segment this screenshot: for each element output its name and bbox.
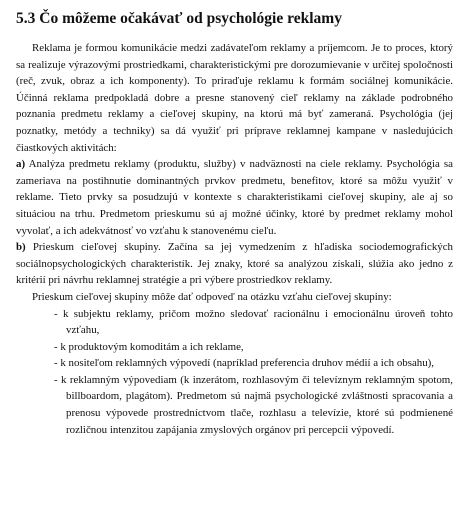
item-b-paragraph bbox=[16, 239, 453, 289]
item-b-text: Prieskum cieľovej skupiny. Začína sa jej vymedzením z hľadiska sociodemografických sociálnopsychologických charakteristík. Jej znaky, ktoré sa analýzou získali, slúžia ako jedno z kritérií pri návrhu reklamnej stratégie a pri výbere prostriedkov reklamy. bbox=[16, 241, 453, 287]
list-item: - k reklamným výpovediam (k inzerátom, rozhlasovým či televíznym reklamným spotom, billboardom, plagátom). Predmetom sú najmä psychologické zvláštnosti spracovania a prenosu výpovede prostredníctvom tlače, rozhlasu a televízie, ktoré sú podmienené rozličnou intenzitou zapájania zmyslových orgánov pri percepcii výpovedí. bbox=[54, 373, 453, 436]
section-title: 5.3 Čo môžeme očakávať od psychológie reklamy bbox=[16, 10, 342, 27]
list-item: - k nositeľom reklamných výpovedí (napríklad preferencia druhov médií a ich obsahu), bbox=[54, 357, 435, 370]
item-a-text: Analýza predmetu reklamy (produktu, služby) v nadväznosti na ciele reklamy. Psychológia sa zameriava na postihnutie dominantných prvkov predmetu, benefitov, ktoré sa môžu využiť v reklame. Tieto prvky sa posudzujú v kontexte s charakteristikami cieľovej skupiny, ale aj so situáciou na trhu. Predmetom prieskumu sú aj možné účinky, ktoré by predmet reklamy mohol vyvolať, a ich adekvátnosť vo vzťahu k stanovenému cieľu. bbox=[16, 158, 453, 237]
intro-paragraph: Reklama je formou komunikácie medzi zadávateľom reklamy a príjemcom. Je to proces, ktorý sa realizuje výrazovými prostriedkami, charakteristickými pre dorozumievanie v určitej spoločnosti (reč, zvuk, obraz a ich komponenty). To priraďuje reklamu k formám sociálnej komunikácie. Účinná reklama predpokladá dobre a presne stanovený cieľ reklamy na základe podrobného poznania predmetu reklamy a cieľovej skupiny, na ktorú má byť zameraná. Psychológia (jej poznatky, metódy a techniky) sa dá využiť pri príprave reklamnej kampane v nasledujúcich čiastkových aktivitách: bbox=[16, 42, 453, 154]
document-body bbox=[16, 40, 453, 438]
item-a-paragraph bbox=[16, 156, 453, 239]
list-item: - k subjektu reklamy, pričom možno sledovať racionálnu i emocionálnu úroveň tohto vzťahu, bbox=[54, 307, 453, 337]
item-a-label: a) bbox=[16, 158, 26, 171]
list-item: - k produktovým komoditám a ich reklame, bbox=[54, 340, 244, 353]
relationship-list bbox=[16, 306, 453, 439]
survey-paragraph: Prieskum cieľovej skupiny môže dať odpoveď na otázku vzťahu cieľovej skupiny: bbox=[32, 290, 392, 303]
item-b-label: b) bbox=[16, 241, 26, 254]
